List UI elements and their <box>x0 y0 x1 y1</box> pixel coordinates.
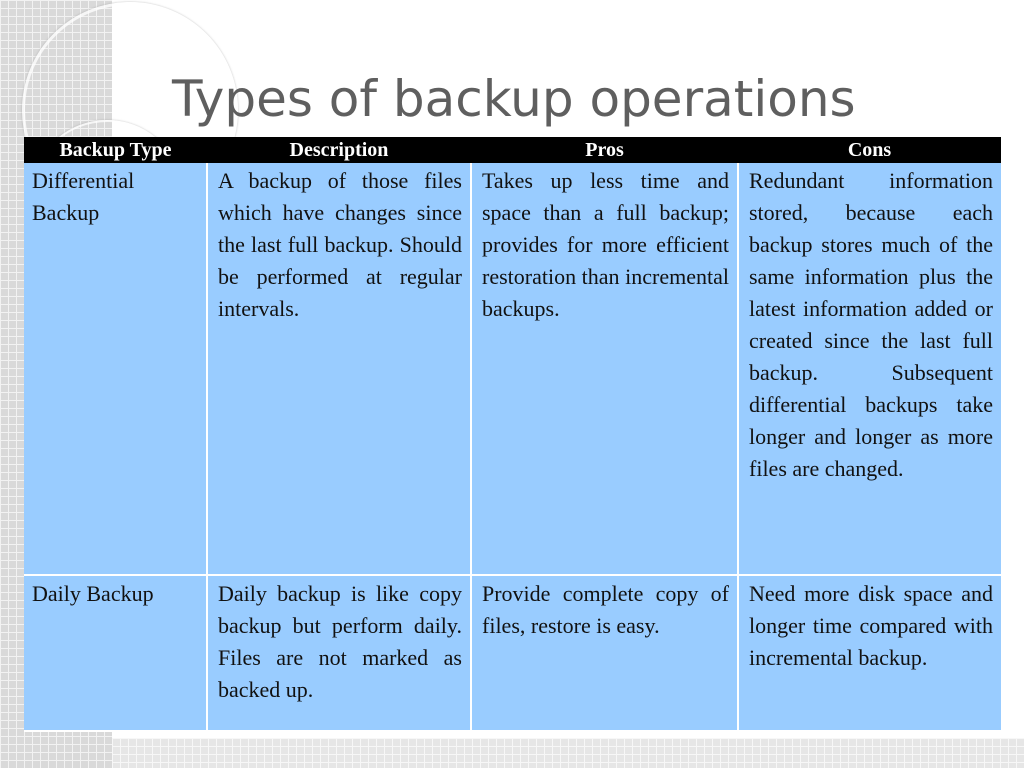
cell-type: Daily Backup <box>24 575 207 731</box>
cell-pros: Takes up less time and space than a full backup; provides for more efficient restoration than incremental backups. <box>471 163 738 575</box>
table-row <box>24 575 1001 731</box>
decorative-bottom-strip <box>112 738 1024 768</box>
cell-pros: Provide complete copy of files, restore is easy. <box>471 575 738 731</box>
backup-types-table <box>24 137 1001 732</box>
table-row <box>24 163 1001 575</box>
header-description: Description <box>207 137 471 163</box>
cell-description: Daily backup is like copy backup but perform daily. Files are not marked as backed up. <box>207 575 471 731</box>
header-pros: Pros <box>471 137 738 163</box>
header-backup-type: Backup Type <box>24 137 207 163</box>
cell-cons: Need more disk space and longer time compared with incremental backup. <box>738 575 1001 731</box>
header-cons: Cons <box>738 137 1001 163</box>
cell-description: A backup of those files which have changes since the last full backup. Should be performed at regular intervals. <box>207 163 471 575</box>
table-header-row <box>24 137 1001 163</box>
slide-title: Types of backup operations <box>172 70 856 128</box>
cell-cons: Redundant information stored, because each backup stores much of the same information plus the latest information added or created since the last full backup. Subsequent differential backups take longer and longer as more files are changed. <box>738 163 1001 575</box>
cell-type: Differential Backup <box>24 163 207 575</box>
